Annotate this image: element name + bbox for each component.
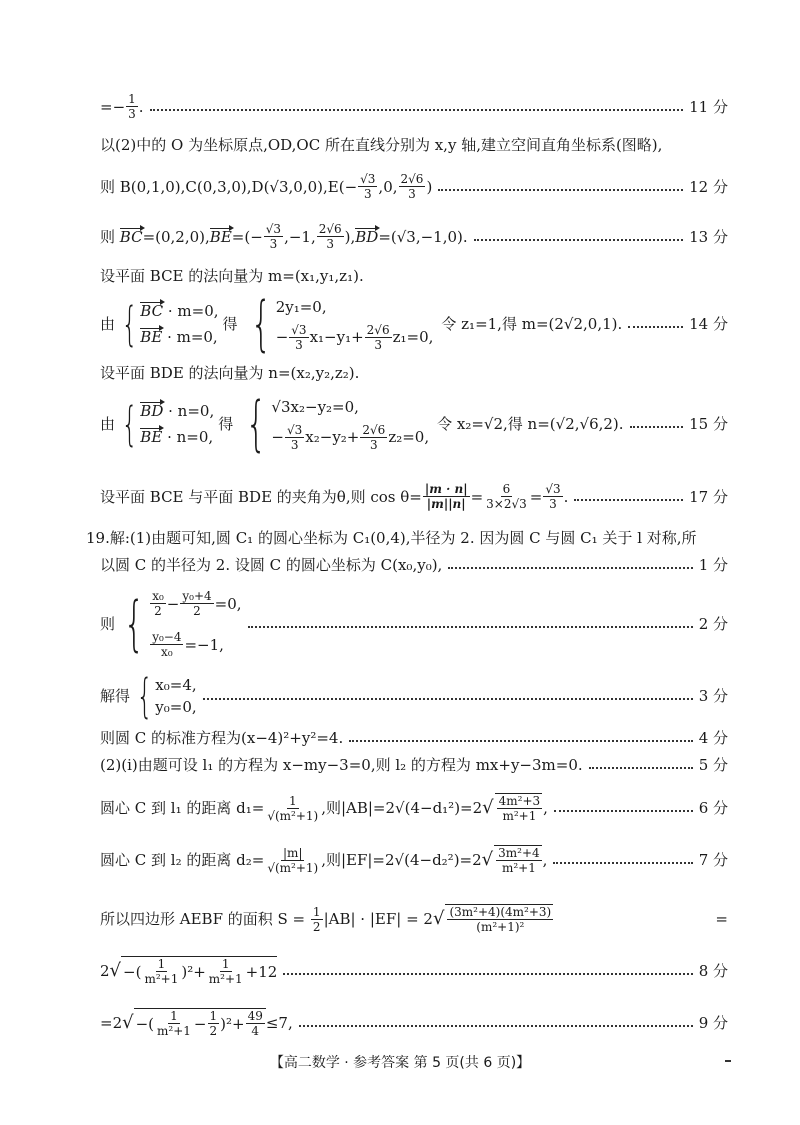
numerator: x₀: [152, 589, 164, 603]
score: 13 分: [689, 227, 728, 246]
text: 令 x₂=√2,得 n=(√2,√6,2).: [437, 415, 624, 433]
text: 2: [100, 962, 110, 980]
brace-icon: {: [121, 297, 138, 351]
fraction: [142, 957, 180, 986]
numerator: 4m²+3: [498, 794, 541, 808]
sqrt-body: [134, 1008, 266, 1038]
text: −: [166, 594, 180, 613]
text: −(: [123, 962, 142, 981]
line-11: [100, 92, 728, 121]
eq-1: √3x₂−y₂=0,: [271, 397, 359, 416]
denominator: 3: [374, 337, 382, 352]
score: 2 分: [698, 615, 728, 633]
score: 8 分: [698, 962, 728, 980]
numerator: |m|: [283, 845, 303, 860]
text: =−: [100, 97, 126, 116]
fraction: [495, 793, 543, 823]
fraction: [150, 589, 166, 618]
line-normal-m: [100, 266, 728, 286]
dot-leader: [574, 499, 683, 501]
sqrt-icon: √: [482, 797, 494, 818]
dot-leader: [150, 109, 684, 111]
brace-icon: {: [121, 397, 138, 451]
numerator: 2√6: [318, 222, 342, 236]
eq-2: y₀=0,: [155, 698, 197, 716]
text: ): [426, 177, 433, 196]
system-right: [237, 389, 430, 459]
score: 9 分: [698, 1014, 728, 1032]
numerator: (3m²+4)(4m²+3): [449, 905, 552, 919]
text: (−: [338, 177, 358, 196]
fraction: [155, 1009, 193, 1038]
denominator: 3: [269, 237, 278, 251]
fraction: [265, 794, 320, 823]
line-coord-system: [100, 135, 728, 155]
text: 得: [218, 415, 234, 433]
line-5: [100, 755, 728, 775]
fraction: [246, 1009, 265, 1038]
text: (2)(ⅰ)由题可设 l₁ 的方程为 x−my−3=0,则 l₂ 的方程为 mx+y−3m=0.: [100, 756, 583, 774]
text: 所以四边形 AEBF 的面积 S =: [100, 910, 306, 928]
fraction: [264, 222, 283, 251]
line-7: [100, 844, 728, 876]
text: ≤7,: [265, 1014, 293, 1032]
text: 得: [222, 315, 238, 333]
denominator: 4: [251, 1024, 260, 1038]
fraction: [484, 482, 529, 511]
text: )²+: [220, 1014, 245, 1033]
dot-leader: [630, 426, 684, 428]
text: −: [275, 328, 289, 346]
fraction: [180, 589, 213, 618]
text: 圆心 C 到 l₂ 的距离 d₂=: [100, 851, 265, 869]
fraction: [543, 482, 562, 511]
text: =(√3,−1,0).: [378, 227, 468, 246]
text: 以(2)中的 O 为坐标原点,OD,OC 所在直线分别为 x,y 轴,建立空间直角坐标系(图略),: [100, 136, 663, 154]
line-14: [100, 289, 728, 359]
text: ,则|EF|=2√(4−d₂²)=2: [321, 851, 482, 869]
score: 14 分: [689, 315, 728, 333]
brace-icon: {: [136, 669, 153, 723]
numerator: 1: [312, 904, 321, 919]
dot-leader: [553, 862, 692, 864]
system-left: [115, 297, 219, 351]
line-area-S: [100, 902, 728, 936]
denominator: 3: [295, 337, 303, 352]
score: 4 分: [698, 729, 728, 747]
fraction: [207, 957, 245, 986]
denominator: 3: [128, 107, 136, 121]
line-2: [100, 585, 728, 663]
text: 则: [100, 615, 116, 633]
dot-leader: [554, 810, 693, 812]
text: +12: [245, 962, 278, 981]
line-17: [100, 482, 728, 511]
text: 设平面 BCE 的法向量为 m=(x₁,y₁,z₁).: [100, 267, 364, 285]
fraction: [285, 423, 304, 452]
numerator: 1: [221, 957, 230, 971]
numerator: 1: [170, 1009, 178, 1023]
text: .: [138, 97, 144, 116]
text: x₂−y₂+: [305, 428, 360, 446]
score: 7 分: [698, 851, 728, 869]
numerator: √3: [545, 482, 561, 496]
text: =−1,: [184, 635, 224, 654]
denominator: 2: [193, 604, 201, 618]
score: 12 分: [689, 177, 728, 196]
denominator: √(m²+1): [267, 860, 319, 875]
dot-leader: [349, 740, 692, 742]
text: x₁−y₁+: [309, 328, 364, 346]
line-q19-start: [86, 528, 728, 548]
text: · m=0,: [167, 328, 218, 346]
text: ,−1,: [284, 227, 316, 246]
fraction: [494, 845, 542, 875]
system-left: [115, 397, 215, 451]
text: .: [563, 487, 569, 506]
numerator: y₀−4: [152, 630, 182, 644]
fraction: [365, 323, 392, 352]
corner-mark: [725, 1060, 731, 1062]
system: [130, 669, 197, 723]
text: =(0,2,0),: [142, 227, 210, 246]
numerator: 2√6: [400, 172, 424, 186]
text: 以圆 C 的半径为 2. 设圆 C 的圆心坐标为 C(x₀,y₀),: [100, 556, 443, 574]
denominator: 3: [326, 237, 334, 251]
denominator: x₀: [161, 645, 173, 659]
numerator: 2√6: [366, 322, 390, 337]
fraction: [358, 172, 377, 201]
vector-bd: BD: [355, 228, 379, 246]
numerator: 2√6: [362, 422, 386, 437]
numerator: 3m²+4: [498, 846, 540, 860]
dot-leader: [589, 767, 693, 769]
brace-icon: {: [245, 389, 267, 459]
text: 则圆 C 的标准方程为(x−4)²+y²=4.: [100, 729, 344, 747]
numerator: 1: [288, 793, 297, 808]
sqrt-icon: √: [432, 908, 445, 929]
text: ,则|AB|=2√(4−d₁²)=2: [321, 799, 483, 817]
numerator: 1: [209, 1009, 218, 1023]
fraction: [445, 904, 553, 934]
numerator: y₀+4: [182, 589, 212, 603]
text: 解得: [100, 687, 131, 705]
text: 19.解:(1)由题可知,圆 C₁ 的圆心坐标为 C₁(0,4),半径为 2. 因为圆 C 与圆 C₁ 关于 l 对称,所: [86, 529, 697, 547]
text: ,0,: [378, 177, 398, 196]
text: · n=0,: [167, 428, 214, 446]
vector-bd: BD: [140, 402, 164, 420]
numerator: 49: [247, 1009, 263, 1023]
text: |AB| · |EF| = 2: [323, 910, 433, 928]
text: z₁=0,: [392, 328, 434, 346]
fraction: [289, 323, 308, 352]
text: 则 B(0,1,0),C(0,3,0),D(√3,0,0),E: [100, 177, 339, 196]
eq-1: 2y₁=0,: [275, 297, 327, 316]
brace-icon: {: [250, 289, 272, 359]
fraction: [265, 846, 320, 875]
numerator: √3: [291, 322, 307, 337]
denominator: m²+1: [501, 861, 536, 875]
text: =0,: [214, 594, 242, 613]
sqrt-body: [121, 956, 277, 986]
denominator: 3: [408, 187, 416, 201]
sqrt-icon: √: [122, 1012, 134, 1033]
dot-leader: [474, 239, 683, 241]
fraction: [399, 172, 426, 201]
eq-2: [271, 423, 429, 452]
denominator: √(m²+1): [267, 808, 319, 823]
denominator: 2: [209, 1024, 218, 1038]
vector-be: BE: [140, 428, 163, 446]
text: ,: [543, 799, 548, 817]
eq-2: [276, 323, 434, 352]
text: −: [193, 1014, 207, 1033]
eq-1: x₀=4,: [155, 676, 197, 694]
sqrt-icon: √: [481, 849, 494, 870]
page-footer: 【高二数学 · 参考答案 第 5 页(共 6 页)】: [269, 1055, 531, 1071]
score: 1 分: [698, 556, 728, 574]
text: −(: [135, 1014, 155, 1033]
vector-bc: BC: [119, 228, 143, 246]
text: · m=0,: [167, 302, 219, 320]
denominator: (m²+1)²: [476, 920, 525, 934]
brace-icon: {: [123, 589, 145, 659]
vector-be: BE: [140, 328, 163, 346]
line-3: [100, 669, 728, 723]
denominator: 3×2√3: [486, 497, 527, 511]
score: 15 分: [689, 415, 728, 433]
denominator: 3: [363, 187, 372, 201]
system-right: [242, 289, 434, 359]
text: =: [715, 910, 728, 928]
score: 6 分: [698, 799, 728, 817]
text: 令 z₁=1,得 m=(2√2,0,1).: [441, 315, 623, 333]
numerator: √3: [360, 172, 376, 186]
denominator: m²+1: [157, 1024, 191, 1038]
text: · n=0,: [168, 402, 215, 420]
line-8: [100, 954, 728, 988]
dot-leader: [628, 326, 683, 328]
area-expression: [100, 904, 554, 934]
line-normal-n: [100, 363, 728, 383]
dot-leader: [438, 189, 683, 191]
line-12: [100, 172, 728, 201]
text: z₂=0,: [388, 428, 430, 446]
denominator: 3: [549, 497, 557, 511]
denominator: m²+1: [208, 972, 243, 986]
text: 设平面 BDE 的法向量为 n=(x₂,y₂,z₂).: [100, 364, 360, 382]
system: [115, 589, 242, 659]
denominator: m²+1: [144, 972, 179, 986]
text: 由: [100, 415, 116, 433]
text: −: [271, 428, 284, 446]
eq-1: [149, 589, 241, 618]
sqrt-icon: √: [109, 960, 122, 981]
text: =2: [100, 1014, 123, 1032]
numerator: |m · n|: [424, 482, 468, 496]
eq-2: [149, 630, 241, 659]
denominator: |m||n|: [426, 497, 466, 511]
fraction: [311, 905, 323, 934]
numerator: √3: [287, 422, 303, 437]
line-4: [100, 728, 728, 748]
text: 由: [100, 315, 116, 333]
numerator: 1: [157, 957, 166, 971]
text: =: [470, 487, 484, 506]
denominator: 2: [154, 604, 162, 618]
fraction: [208, 1009, 220, 1038]
text: 圆心 C 到 l₁ 的距离 d₁=: [100, 799, 265, 817]
numerator: 6: [502, 482, 511, 496]
vector-be: BE: [209, 228, 232, 246]
numerator: √3: [265, 222, 282, 236]
fraction: [126, 92, 138, 121]
score: 5 分: [698, 756, 728, 774]
denominator: 2: [312, 919, 321, 934]
dot-leader: [448, 567, 692, 569]
text: )²+: [181, 962, 206, 981]
denominator: 3: [370, 437, 378, 452]
dot-leader: [299, 1025, 693, 1027]
line-6: [100, 792, 728, 824]
fraction: [317, 222, 344, 251]
score: 11 分: [689, 97, 728, 116]
line-15: [100, 389, 728, 459]
line-13: [100, 222, 728, 251]
line-9: [100, 1006, 728, 1040]
fraction: [360, 423, 387, 452]
text: =(−: [231, 227, 263, 246]
denominator: 3: [290, 437, 299, 452]
score: 17 分: [689, 487, 728, 506]
text: 则: [100, 227, 116, 246]
fraction: [150, 630, 183, 659]
denominator: m²+1: [502, 809, 537, 823]
text: 设平面 BCE 与平面 BDE 的夹角为θ,则 cos θ=: [100, 487, 422, 506]
score: 3 分: [698, 687, 728, 705]
dot-leader: [203, 698, 693, 700]
dot-leader: [248, 626, 693, 628]
line-1: [100, 555, 728, 575]
text: ,: [542, 851, 548, 869]
fraction: [423, 482, 470, 511]
text: =: [529, 487, 543, 506]
vector-bc: BC: [140, 302, 164, 320]
text: ),: [344, 227, 356, 246]
dot-leader: [283, 973, 692, 975]
numerator: 1: [128, 92, 136, 106]
